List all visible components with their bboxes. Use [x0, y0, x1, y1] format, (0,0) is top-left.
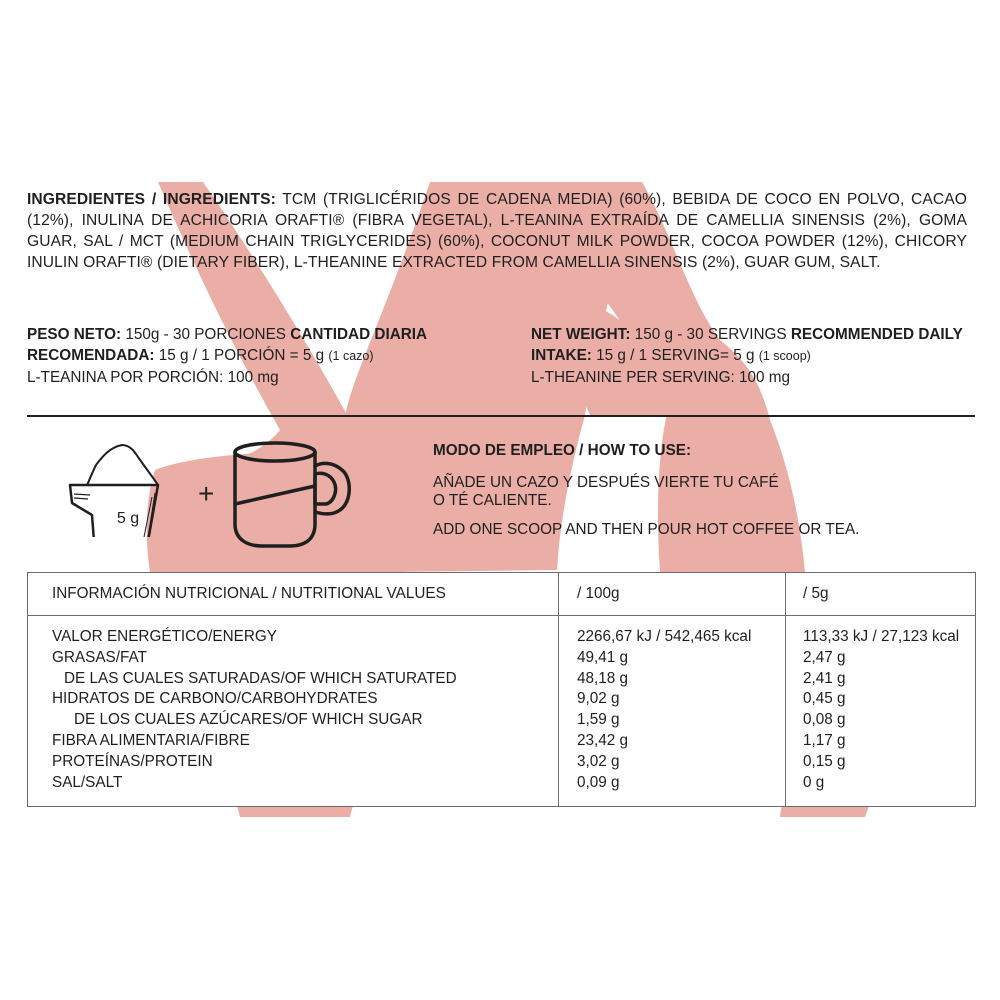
header-per-5g: / 5g	[786, 573, 976, 616]
nutrient-value-5g: 113,33 kJ / 27,123 kcal	[803, 628, 960, 645]
theanine-en: L-THEANINE PER SERVING: 100 mg	[531, 369, 790, 386]
net-weight-english	[531, 324, 971, 388]
nutrient-names-column	[28, 616, 559, 807]
nutrition-table	[27, 572, 976, 807]
nutrient-value-5g: 0,45 g	[803, 690, 846, 708]
daily-intake-es-value: 15 g / 1 PORCIÓN = 5 g	[154, 347, 329, 364]
net-weight-spanish	[27, 324, 497, 388]
nutrient-value-5g: 0,08 g	[803, 711, 846, 729]
per-5g-column	[786, 616, 976, 807]
nutrient-value-100g: 49,41 g	[577, 648, 629, 666]
theanine-es: L-TEANINA POR PORCIÓN: 100 mg	[27, 369, 279, 386]
nutrient-name: VALOR ENERGÉTICO/ENERGY	[52, 628, 277, 645]
nutrient-value-100g: 1,59 g	[577, 711, 620, 729]
plus-icon: +	[198, 478, 215, 509]
how-to-use-en: ADD ONE SCOOP AND THEN POUR HOT COFFEE OR TEA.	[433, 521, 860, 538]
nutrient-value-100g: 23,42 g	[577, 731, 629, 749]
nutrient-name: DE LAS CUALES SATURADAS/OF WHICH SATURATED	[64, 669, 457, 687]
how-to-use-es-line2: O TÉ CALIENTE.	[433, 492, 552, 509]
daily-intake-en-label: RECOMMENDED DAILY INTAKE:	[531, 326, 963, 364]
nutrient-name: FIBRA ALIMENTARIA/FIBRE	[52, 731, 250, 749]
header-per-100g: / 100g	[559, 573, 786, 616]
nutrition-header-row	[28, 573, 976, 616]
how-to-use-es-line1: AÑADE UN CAZO Y DESPUÉS VIERTE TU CAFÉ	[433, 474, 779, 491]
daily-intake-es-note: (1 cazo)	[328, 349, 374, 363]
net-weight-en-label: NET WEIGHT:	[531, 326, 631, 343]
header-nutritional-values: INFORMACIÓN NUTRICIONAL / NUTRITIONAL VALUES	[28, 573, 559, 616]
daily-intake-en-note: (1 scoop)	[758, 349, 811, 363]
nutrient-value-5g: 0 g	[803, 773, 825, 791]
nutrient-value-100g: 3,02 g	[577, 752, 620, 770]
mug-icon	[230, 440, 360, 550]
nutrition-body-row	[28, 616, 976, 807]
net-weight-es-label: PESO NETO:	[27, 326, 122, 343]
ingredients-text: TCM (TRIGLICÉRIDOS DE CADENA MEDIA) (60%), BEBIDA DE COCO EN POLVO, CACAO (12%), INULINA DE ACHICORIA ORAFTI® (FIBRA VEGETAL), L-TEANINA EXTRAÍDA DE CAMELLIA SINENSIS (2%), GOMA GUAR, SAL / MCT (MEDIUM CHAIN TRIGLYCERIDES) (60%), COCONUT MILK POWDER, COCOA POWDER (12%), CHICORY INULIN ORAFTI® (DIETARY FIBER), L-THEANINE EXTRACTED FROM CAMELLIA SINENSIS (2%), GUAR GUM, SALT.	[27, 191, 967, 271]
nutrient-value-100g: 48,18 g	[577, 669, 629, 687]
scoop-icon	[60, 437, 180, 537]
net-weight-en-value: 150 g - 30 SERVINGS	[630, 326, 791, 343]
nutrient-value-5g: 0,15 g	[803, 752, 846, 770]
nutrient-value-100g: 0,09 g	[577, 773, 620, 791]
how-to-use	[433, 442, 973, 539]
daily-intake-en-value: 15 g / 1 SERVING= 5 g	[591, 347, 759, 364]
nutrient-value-100g: 9,02 g	[577, 690, 620, 708]
nutrient-name: PROTEÍNAS/PROTEIN	[52, 752, 213, 770]
net-weight-es-value: 150g - 30 PORCIONES	[121, 326, 291, 343]
daily-intake-es-label: CANTIDAD DIARIA RECOMENDADA:	[27, 326, 427, 364]
ingredients-paragraph	[27, 189, 967, 273]
nutrient-name: SAL/SALT	[52, 773, 123, 791]
nutrient-value-5g: 1,17 g	[803, 731, 846, 749]
nutrient-value-5g: 2,47 g	[803, 648, 846, 666]
nutrient-name: DE LOS CUALES AZÚCARES/OF WHICH SUGAR	[74, 711, 423, 729]
nutrient-name: HIDRATOS DE CARBONO/CARBOHYDRATES	[52, 690, 378, 708]
ingredients-label: INGREDIENTES / INGREDIENTS:	[27, 191, 276, 208]
nutrient-name: GRASAS/FAT	[52, 648, 147, 666]
nutrient-value-100g: 2266,67 kJ / 542,465 kcal	[577, 628, 752, 645]
how-to-use-title: MODO DE EMPLEO / HOW TO USE:	[433, 442, 692, 459]
per-100g-column	[559, 616, 786, 807]
section-divider	[27, 415, 975, 417]
scoop-label: 5 g	[116, 510, 140, 527]
nutrient-value-5g: 2,41 g	[803, 669, 846, 687]
